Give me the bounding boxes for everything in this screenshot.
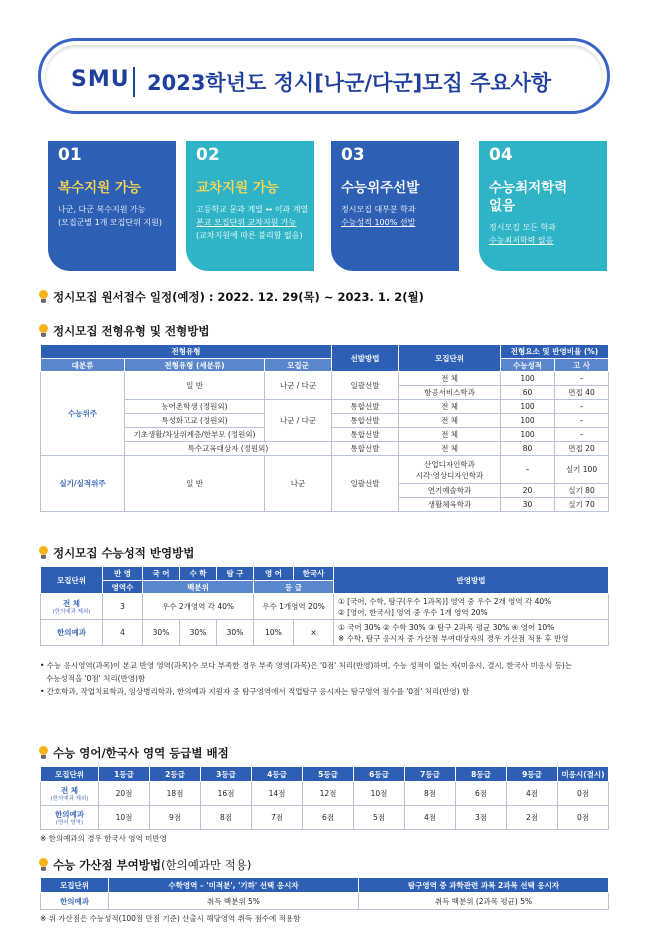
score-method-table bbox=[40, 566, 609, 646]
unit-cell: 전 체 bbox=[399, 414, 501, 428]
lightbulb-icon bbox=[38, 324, 49, 338]
ratio-cell: 30% bbox=[180, 620, 217, 646]
points-cell: 12점 bbox=[303, 782, 354, 806]
table-row bbox=[41, 442, 609, 456]
section-heading-grade-points: 수능 영어/한국사 영역 등급별 배점 bbox=[38, 745, 229, 761]
points-cell: 9점 bbox=[150, 806, 201, 830]
method-cell: 통합선발 bbox=[332, 414, 399, 428]
points-cell: 4점 bbox=[405, 806, 456, 830]
exam-cell: 면접 20 bbox=[555, 442, 609, 456]
card-description: 정시모집 대부분 학과 수능성적 100% 선발 bbox=[341, 205, 416, 227]
header-divider bbox=[133, 67, 135, 97]
admission-types-table bbox=[40, 344, 609, 512]
points-cell: 6점 bbox=[303, 806, 354, 830]
type-cell: 특수교육대상자 (정원외) bbox=[125, 442, 332, 456]
score-cell: – bbox=[501, 456, 555, 484]
points-cell: 10점 bbox=[99, 806, 150, 830]
ratio-cell: × bbox=[294, 620, 334, 646]
unit-cell: 생활체육학과 bbox=[399, 498, 501, 512]
header-cell: 반 영 bbox=[103, 567, 143, 581]
unit-cell: 전 체 bbox=[399, 428, 501, 442]
category-cell: 수능위주 bbox=[41, 372, 125, 456]
header-cell: 한국사 bbox=[294, 567, 334, 581]
exam-cell: 실기 70 bbox=[555, 498, 609, 512]
points-cell: 14점 bbox=[252, 782, 303, 806]
unit-cell: 산업디자인학과 시각·영상디자인학과 bbox=[399, 456, 501, 484]
lightbulb-icon bbox=[38, 746, 49, 760]
score-cell: 100 bbox=[501, 428, 555, 442]
section-heading-schedule: 정시모집 원서접수 일정(예정) : 2022. 12. 29(목) ~ 2023. 1. 2(월) bbox=[38, 289, 424, 305]
header-cell: 탐 구 bbox=[217, 567, 254, 581]
header-cell: 모집단위 bbox=[41, 878, 109, 893]
section-heading-score-method: 정시모집 수능성적 반영방법 bbox=[38, 545, 194, 561]
card-title: 교차지원 가능 bbox=[196, 180, 279, 196]
exam-cell: – bbox=[555, 400, 609, 414]
card-number: 03 bbox=[341, 145, 365, 165]
table-row bbox=[41, 456, 609, 484]
header-cell: 6등급 bbox=[354, 767, 405, 782]
header-cell: 모집단위 bbox=[41, 767, 99, 782]
score-cell: 30 bbox=[501, 498, 555, 512]
header-cell: 고 사 bbox=[555, 359, 609, 372]
card-title: 수능최저학력 없음 bbox=[489, 180, 568, 214]
lightbulb-icon bbox=[38, 290, 49, 304]
table-row bbox=[41, 893, 609, 910]
section-heading-bonus: 수능 가산점 부여방법 (한의예과만 적용) bbox=[38, 857, 251, 873]
unit-cell: 전 체 bbox=[399, 442, 501, 456]
points-cell: 5점 bbox=[354, 806, 405, 830]
count-cell: 3 bbox=[103, 594, 143, 620]
points-cell: 20점 bbox=[99, 782, 150, 806]
header-cell: 전형요소 및 반영비율 (%) bbox=[501, 345, 609, 359]
points-cell: 4점 bbox=[507, 782, 558, 806]
feature-card-4 bbox=[479, 141, 607, 271]
bonus-cell: 취득 백분위 5% bbox=[109, 893, 359, 910]
points-cell: 0점 bbox=[558, 806, 609, 830]
feature-card-2 bbox=[186, 141, 314, 271]
header-cell: 3등급 bbox=[201, 767, 252, 782]
header-cell: 선발방법 bbox=[332, 345, 399, 372]
method-cell: ① 국어 30% ② 수학 30% ③ 탐구 2과목 평균 30% ④ 영어 10% ※ 수학, 탐구 응시자 중 가산점 부여대상자의 경우 가산점 적용 후 반영 bbox=[334, 620, 609, 646]
points-cell: 2점 bbox=[507, 806, 558, 830]
hist-note: ※ 한의예과의 경우 한국사 영역 미반영 bbox=[40, 834, 167, 843]
smu-logo: SMU bbox=[71, 67, 130, 92]
table-row bbox=[41, 400, 609, 414]
method-cell: 통합선발 bbox=[332, 428, 399, 442]
header-cell: 미응시(결시) bbox=[558, 767, 609, 782]
unit-cell: 한의예과 bbox=[41, 620, 103, 646]
page-header bbox=[38, 38, 610, 114]
header-cell: 5등급 bbox=[303, 767, 354, 782]
bonus-table bbox=[40, 877, 609, 910]
header-cell: 대분류 bbox=[41, 359, 125, 372]
unit-cell: 한의예과 bbox=[41, 893, 109, 910]
unit-cell: 전 체 bbox=[399, 372, 501, 386]
ratio-cell: 30% bbox=[217, 620, 254, 646]
table-row bbox=[41, 620, 609, 646]
header-cell: 9등급 bbox=[507, 767, 558, 782]
lightbulb-icon bbox=[38, 858, 49, 872]
points-cell: 8점 bbox=[201, 806, 252, 830]
points-cell: 16점 bbox=[201, 782, 252, 806]
points-cell: 6점 bbox=[456, 782, 507, 806]
card-description: 정시모집 모든 학과 수능최저학력 없음 bbox=[489, 223, 556, 245]
type-cell: 특성화고교 (정원외) bbox=[125, 414, 265, 428]
header-cell: 국 어 bbox=[143, 567, 180, 581]
header-cell: 전형유형 bbox=[41, 345, 332, 359]
grade-points-table bbox=[40, 766, 609, 830]
method-cell: 일괄선발 bbox=[332, 456, 399, 512]
header-cell: 전형유형 (세분류) bbox=[125, 359, 265, 372]
method-cell: 일괄선발 bbox=[332, 372, 399, 400]
method-cell: 통합선발 bbox=[332, 400, 399, 414]
score-cell: 80 bbox=[501, 442, 555, 456]
exam-cell: 면접 40 bbox=[555, 386, 609, 400]
bonus-note: ※ 위 가산점은 수능성적(100점 만점 기준) 산출시 해당영역 취득 점수에 적용함 bbox=[40, 914, 301, 923]
header-cell: 등 급 bbox=[254, 581, 334, 594]
header-cell: 수능성적 bbox=[501, 359, 555, 372]
ratio-cell: 우수 2개영역 각 40% bbox=[143, 594, 254, 620]
ratio-cell: 10% bbox=[254, 620, 294, 646]
score-cell: 20 bbox=[501, 484, 555, 498]
group-cell: 나군 / 다군 bbox=[265, 400, 332, 442]
header-cell: 백분위 bbox=[143, 581, 254, 594]
header-cell: 4등급 bbox=[252, 767, 303, 782]
page-title: 2023학년도 정시[나군/다군]모집 주요사항 bbox=[147, 71, 552, 95]
unit-cell: 연기예술학과 bbox=[399, 484, 501, 498]
card-description: 나군, 다군 복수지원 가능 (모집군별 1개 모집단위 지원) bbox=[58, 205, 162, 227]
ratio-cell: 우수 1개영역 20% bbox=[254, 594, 334, 620]
score-cell: 100 bbox=[501, 400, 555, 414]
points-cell: 3점 bbox=[456, 806, 507, 830]
score-cell: 100 bbox=[501, 372, 555, 386]
method-cell: 통합선발 bbox=[332, 442, 399, 456]
card-number: 02 bbox=[196, 145, 220, 165]
unit-cell: 전 체 (한의예과 제외) bbox=[41, 594, 103, 620]
points-cell: 0점 bbox=[558, 782, 609, 806]
category-cell: 실기/실적위주 bbox=[41, 456, 125, 512]
header-pill bbox=[45, 45, 603, 107]
feature-card-1 bbox=[48, 141, 176, 271]
card-description: 고등학교 문과 계열 ↔ 이과 계열 본교 모집단위 교차지원 가능 (교차지원에 따른 불리함 없음) bbox=[196, 205, 309, 240]
type-cell: 농어촌학생 (정원외) bbox=[125, 400, 265, 414]
unit-cell: 항공서비스학과 bbox=[399, 386, 501, 400]
header-cell: 2등급 bbox=[150, 767, 201, 782]
card-title: 복수지원 가능 bbox=[58, 180, 141, 196]
table-row bbox=[41, 594, 609, 620]
card-title: 수능위주선발 bbox=[341, 180, 420, 196]
bonus-cell: 취득 백분위 (2과목 평균) 5% bbox=[359, 893, 609, 910]
table-row bbox=[41, 806, 609, 830]
header-cell: 8등급 bbox=[456, 767, 507, 782]
group-cell: 나군 / 다군 bbox=[265, 372, 332, 400]
unit-cell: 한의예과 (영어 영역) bbox=[41, 806, 99, 830]
header-cell: 7등급 bbox=[405, 767, 456, 782]
type-cell: 일 반 bbox=[125, 456, 265, 512]
exam-cell: – bbox=[555, 372, 609, 386]
score-cell: 100 bbox=[501, 414, 555, 428]
points-cell: 8점 bbox=[405, 782, 456, 806]
header-cell: 모집단위 bbox=[41, 567, 103, 594]
header-cell: 반영방법 bbox=[334, 567, 609, 594]
exam-cell: 실기 80 bbox=[555, 484, 609, 498]
feature-card-3 bbox=[331, 141, 459, 271]
header-cell: 영 어 bbox=[254, 567, 294, 581]
group-cell: 나군 bbox=[265, 456, 332, 512]
table-row bbox=[41, 372, 609, 386]
section-heading-types: 정시모집 전형유형 및 전형방법 bbox=[38, 323, 209, 339]
header-cell: 수 학 bbox=[180, 567, 217, 581]
card-number: 01 bbox=[58, 145, 82, 165]
points-cell: 18점 bbox=[150, 782, 201, 806]
exam-cell: – bbox=[555, 414, 609, 428]
card-number: 04 bbox=[489, 145, 513, 165]
unit-cell: 전 체 bbox=[399, 400, 501, 414]
header-cell: 1등급 bbox=[99, 767, 150, 782]
score-notes: • 수능 응시영역(과목)이 본교 반영 영역(과목)수 보다 부족한 경우 부족 영역(과목)은 '0점' 처리(반영)하며, 수능 성적이 없는 자(미응시, 결시, 한국사 미응시 등)는 수능성적을 '0점' 처리(반영)함 • 간호학과, 작업치료학과, 임상병리학과, 한의예과 지원자 중 탐구영역에서 직업탐구 응시자는 탐구영역 점수를 '0점' 처리(반영) 함 bbox=[40, 661, 573, 696]
exam-cell: – bbox=[555, 428, 609, 442]
score-cell: 60 bbox=[501, 386, 555, 400]
ratio-cell: 30% bbox=[143, 620, 180, 646]
header-cell: 모집단위 bbox=[399, 345, 501, 372]
type-cell: 기초생활/차상위계층/한부모 (정원외) bbox=[125, 428, 265, 442]
table-row bbox=[41, 782, 609, 806]
header-cell: 모집군 bbox=[265, 359, 332, 372]
header-cell: 영역수 bbox=[103, 581, 143, 594]
method-cell: ① [국어, 수학, 탐구(우수 1과목)] 영역 중 우수 2개 영역 각 40% ② [영어, 한국사] 영역 중 우수 1개 영역 20% bbox=[334, 594, 609, 620]
exam-cell: 실기 100 bbox=[555, 456, 609, 484]
type-cell: 일 반 bbox=[125, 372, 265, 400]
header-cell: 탐구영역 중 과학관련 과목 2과목 선택 응시자 bbox=[359, 878, 609, 893]
lightbulb-icon bbox=[38, 546, 49, 560]
points-cell: 10점 bbox=[354, 782, 405, 806]
points-cell: 7점 bbox=[252, 806, 303, 830]
count-cell: 4 bbox=[103, 620, 143, 646]
header-cell: 수학영역 – '미적분', '기하' 선택 응시자 bbox=[109, 878, 359, 893]
unit-cell: 전 체 (한의예과 제외) bbox=[41, 782, 99, 806]
